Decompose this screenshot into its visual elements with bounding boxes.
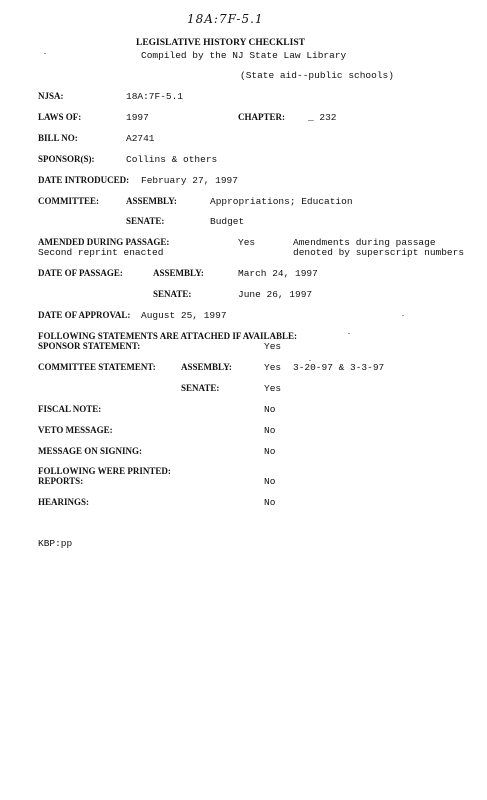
message-on-signing-value: No (264, 446, 276, 457)
initials: KBP:pp (38, 538, 73, 549)
sponsor-statement-label: SPONSOR STATEMENT: (38, 341, 141, 351)
statements-heading: FOLLOWING STATEMENTS ARE ATTACHED IF AVAILABLE: (38, 331, 297, 341)
cs-assembly-dates: 3-20-97 & 3-3-97 (293, 362, 385, 373)
njsa-label: NJSA: (38, 91, 64, 101)
fiscal-note-label: FISCAL NOTE: (38, 404, 102, 414)
date-of-approval-label: DATE OF APPROVAL: (38, 310, 131, 320)
scan-speck (44, 53, 46, 54)
passage-assembly-label: ASSEMBLY: (153, 268, 204, 278)
njsa-value: 18A:7F-5.1 (126, 91, 184, 102)
date-introduced-value: February 27, 1997 (141, 175, 238, 186)
veto-message-label: VETO MESSAGE: (38, 425, 113, 435)
cs-assembly-label: ASSEMBLY: (181, 362, 232, 372)
committee-senate-value: Budget (210, 216, 245, 227)
amended-label: AMENDED DURING PASSAGE: (38, 237, 170, 247)
chapter-value: _ 232 (308, 112, 337, 123)
reports-label: REPORTS: (38, 476, 84, 486)
passage-assembly-value: March 24, 1997 (238, 268, 318, 279)
cs-assembly-value: Yes (264, 362, 282, 373)
passage-senate-label: SENATE: (153, 289, 192, 299)
amended-note: Second reprint enacted (38, 247, 164, 258)
printed-heading: FOLLOWING WERE PRINTED: (38, 466, 171, 476)
amended-detail-2: denoted by superscript numbers (293, 247, 465, 258)
laws-of-label: LAWS OF: (38, 112, 82, 122)
laws-of-value: 1997 (126, 112, 149, 123)
scan-speck (348, 333, 350, 334)
message-on-signing-label: MESSAGE ON SIGNING: (38, 446, 143, 456)
document-topic: (State aid--public schools) (240, 70, 394, 81)
sponsor-statement-value: Yes (264, 341, 282, 352)
scan-speck (309, 360, 311, 361)
amended-value: Yes (238, 237, 256, 248)
committee-assembly-label: ASSEMBLY: (126, 196, 177, 206)
committee-senate-label: SENATE: (126, 216, 165, 226)
bill-no-label: BILL NO: (38, 133, 78, 143)
passage-senate-value: June 26, 1997 (238, 289, 313, 300)
committee-statement-label: COMMITTEE STATEMENT: (38, 362, 156, 372)
bill-no-value: A2741 (126, 133, 155, 144)
committee-assembly-value: Appropriations; Education (210, 196, 353, 207)
reports-value: No (264, 476, 276, 487)
amended-detail-1: Amendments during passage (293, 237, 436, 248)
date-of-approval-value: August 25, 1997 (141, 310, 227, 321)
sponsors-value: Collins & others (126, 154, 218, 165)
chapter-label: CHAPTER: (238, 112, 285, 122)
hearings-value: No (264, 497, 276, 508)
handwritten-note: 18A:7F-5.1 (187, 12, 264, 26)
document-subtitle: Compiled by the NJ State Law Library (141, 50, 347, 61)
committee-label: COMMITTEE: (38, 196, 100, 206)
date-of-passage-label: DATE OF PASSAGE: (38, 268, 123, 278)
date-introduced-label: DATE INTRODUCED: (38, 175, 130, 185)
hearings-label: HEARINGS: (38, 497, 90, 507)
document-title: LEGISLATIVE HISTORY CHECKLIST (136, 38, 305, 48)
fiscal-note-value: No (264, 404, 276, 415)
cs-senate-value: Yes (264, 383, 282, 394)
scan-speck (402, 315, 404, 316)
cs-senate-label: SENATE: (181, 383, 220, 393)
veto-message-value: No (264, 425, 276, 436)
sponsors-label: SPONSOR(S): (38, 154, 95, 164)
